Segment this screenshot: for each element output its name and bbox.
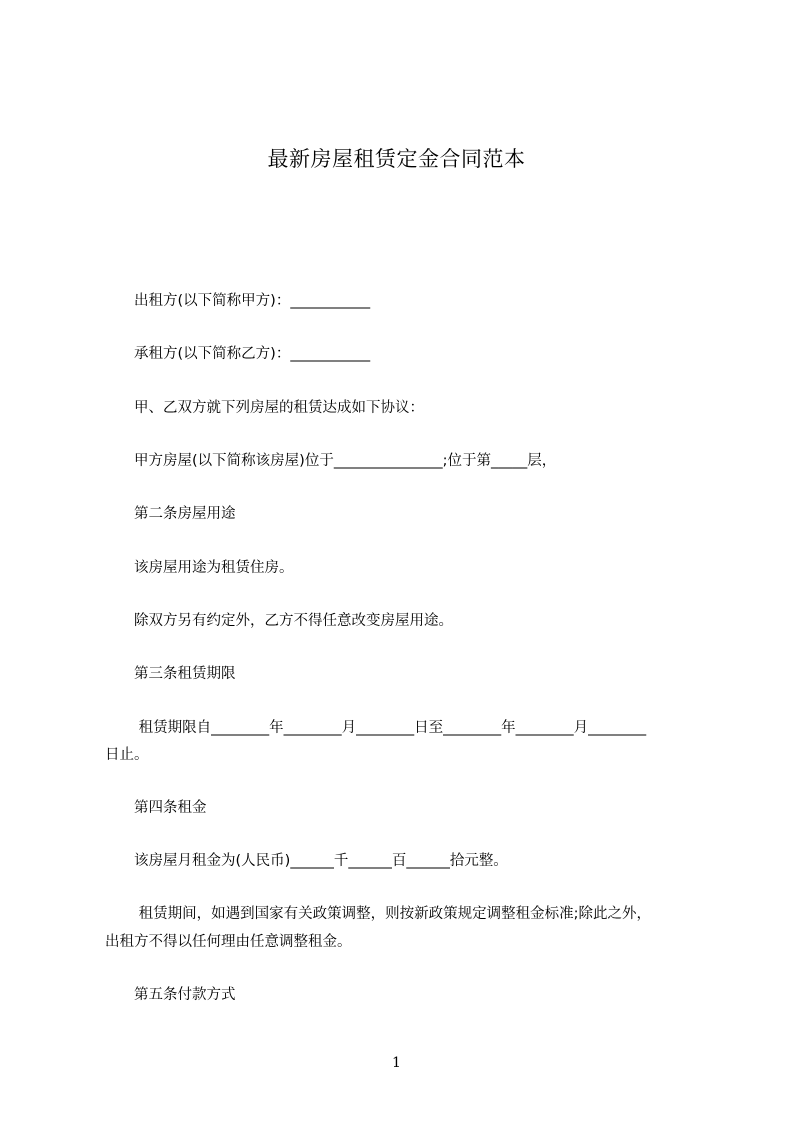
article-3-heading: 第三条租赁期限	[105, 666, 236, 682]
lessor-line: 出租方(以下简称甲方)：___________	[105, 293, 371, 309]
lease-term-clause-line1: 租赁期限自________年________月________日至________年________月________	[105, 720, 647, 736]
page-number: 1	[392, 1055, 401, 1071]
house-location-clause: 甲方房屋(以下简称该房屋)位于_______________;位于第_____层，	[105, 453, 557, 469]
article-2-heading: 第二条房屋用途	[105, 506, 236, 522]
rent-adjust-clause-line1: 租赁期间，如遇到国家有关政策调整，则按新政策规定调整租金标准;除此之外，	[105, 906, 651, 922]
document-title: 最新房屋租赁定金合同范本	[267, 147, 526, 171]
monthly-rent-clause: 该房屋月租金为(人民币)______千______百______拾元整。	[105, 853, 508, 869]
lessee-line: 承租方(以下简称乙方)：___________	[105, 346, 371, 362]
lease-term-clause-line2: 日止。	[105, 747, 149, 763]
article-5-heading: 第五条付款方式	[105, 987, 236, 1003]
rent-adjust-clause-line2: 出租方不得以任何理由任意调整租金。	[105, 934, 352, 950]
house-use-clause: 该房屋用途为租赁住房。	[105, 560, 294, 576]
article-4-heading: 第四条租金	[105, 800, 207, 816]
use-restriction-clause: 除双方另有约定外，乙方不得任意改变房屋用途。	[105, 613, 453, 629]
agreement-intro: 甲、乙双方就下列房屋的租赁达成如下协议：	[105, 400, 424, 416]
